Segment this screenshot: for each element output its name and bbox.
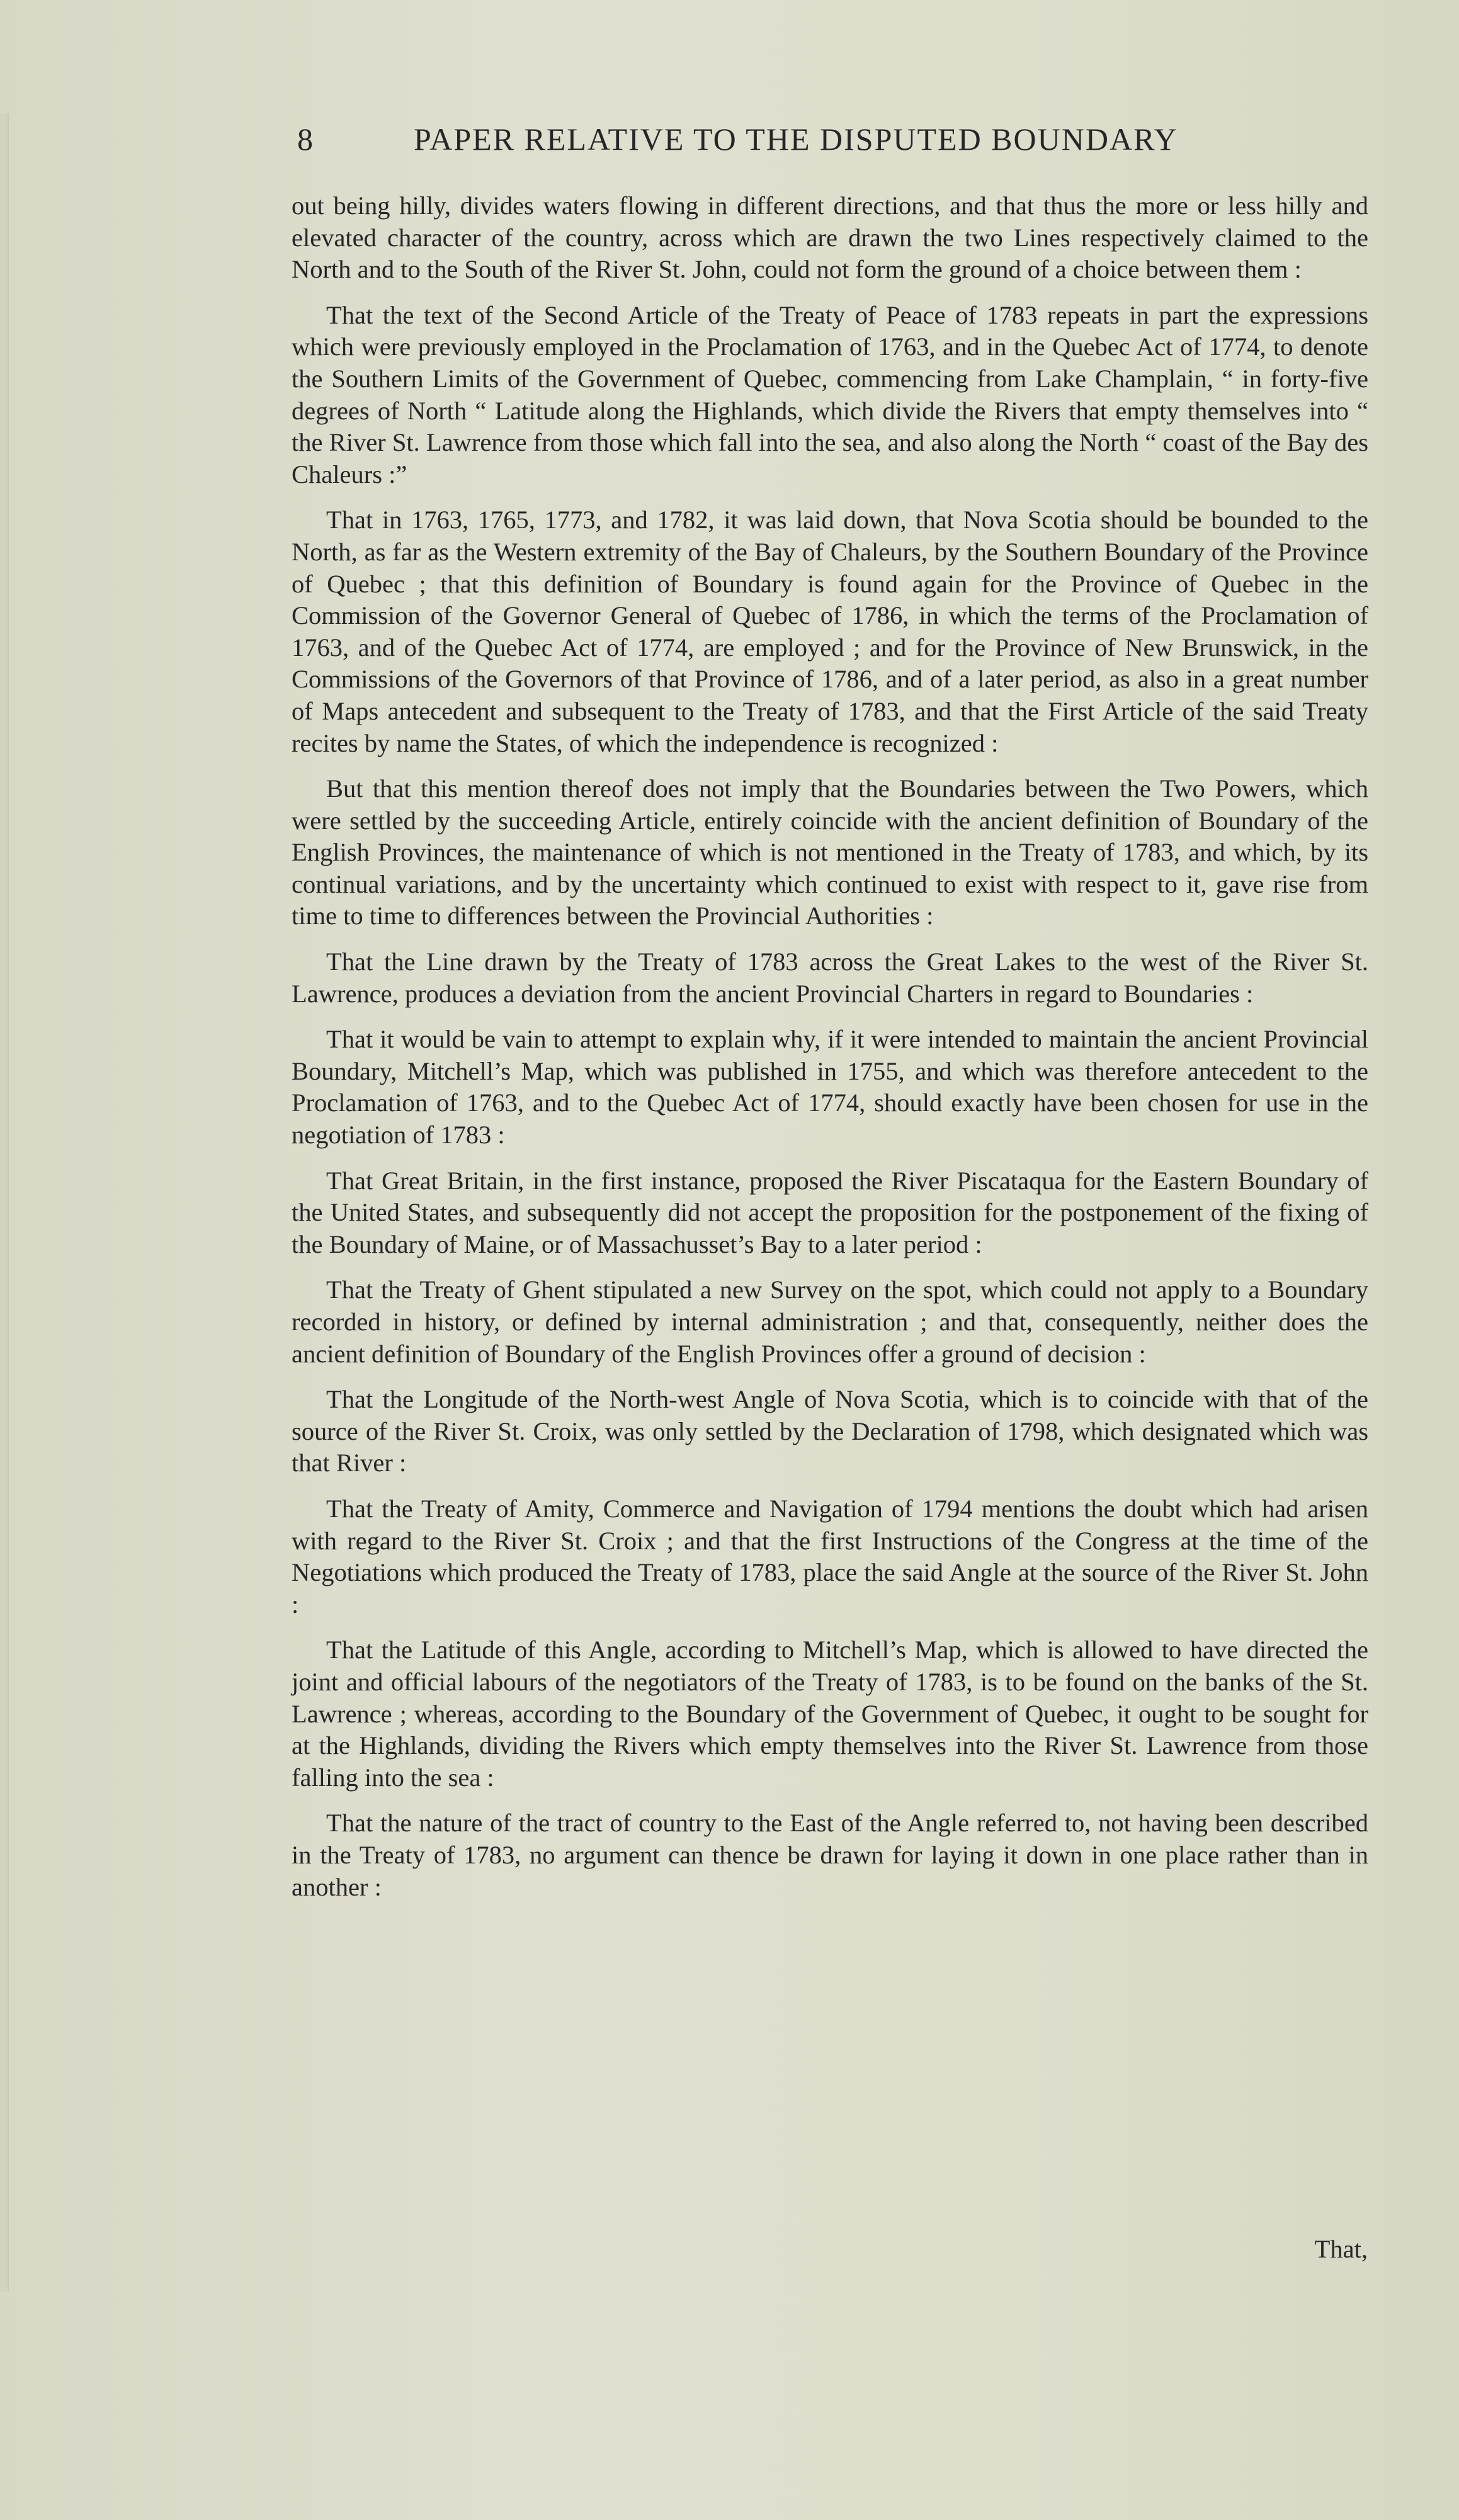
paragraph: That the Longitude of the North-west Angle of Nova Scotia, which is to coincide with that of the source of the River St. Croix, was only settled by the Declaration of 1798, which designated which was that River : (292, 1385, 1368, 1478)
body-text (292, 190, 1368, 1917)
paragraph: That it would be vain to attempt to explain why, if it were intended to maintain the ancient Provincial Boundary, Mitchell’s Map, which was published in 1755, and which was therefore antecedent to the Proclamation of 1763, and to the Quebec Act of 1774, should exactly have been chosen for use in the negotiation of 1783 : (292, 1025, 1368, 1150)
paragraph: That the Treaty of Amity, Commerce and Navigation of 1794 mentions the doubt which had arisen with regard to the River St. Croix ; and that the first Instructions of the Congress at the time of the Negotiations which produced the Treaty of 1783, place the said Angle at the source of the River St. John : (292, 1494, 1368, 1619)
paragraph: That Great Britain, in the first instance, proposed the River Piscataqua for the Eastern Boundary of the United States, and subsequently did not accept the proposition for the postponement of the fixing of the Boundary of Maine, or of Massachusset’s Bay to a later period : (292, 1166, 1368, 1258)
paragraph: That the nature of the tract of country to the East of the Angle referred to, not having been described in the Treaty of 1783, no argument can thence be drawn for laying it down in one place rather than in another : (292, 1809, 1368, 1901)
page-fold (0, 113, 9, 2291)
running-title: PAPER RELATIVE TO THE DISPUTED BOUNDARY (414, 121, 1178, 157)
paragraph: But that this mention thereof does not imply that the Boundaries between the Two Powers, which were settled by the succeeding Article, entirely coincide with the ancient definition of Boundary of the English Provinces, the maintenance of which is not mentioned in the Treaty of 1783, and which, by its continual variations, and by the uncertainty which continued to exist with respect to it, gave rise from time to time to differences between the Provincial Authorities : (292, 774, 1368, 930)
paragraph: That the text of the Second Article of the Treaty of Peace of 1783 repeats in part the expressions which were previously employed in the Proclamation of 1763, and in the Quebec Act of 1774, to denote the Southern Limits of the Government of Quebec, commencing from Lake Champlain, “ in forty-five degrees of North “ Latitude along the Highlands, which divide the Rivers that empty themselves into “ the River St. Lawrence from those which fall into the sea, and also along the North “ coast of the Bay des Chaleurs :” (292, 300, 1368, 489)
running-header (297, 121, 1248, 165)
page-number: 8 (297, 121, 314, 157)
paragraph: That the Line drawn by the Treaty of 1783 across the Great Lakes to the west of the River St. Lawrence, produces a deviation from the ancient Provincial Charters in regard to Boundaries : (292, 947, 1368, 1008)
paragraph: out being hilly, divides waters flowing in different directions, and that thus the more or less hilly and elevated character of the country, across which are drawn the two Lines respectively claimed to the North and to the South of the River St. John, could not form the ground of a choice between them : (292, 191, 1368, 284)
paragraph: That in 1763, 1765, 1773, and 1782, it was laid down, that Nova Scotia should be bounded to the North, as far as the Western extremity of the Bay of Chaleurs, by the Southern Boundary of the Province of Quebec ; that this definition of Boundary is found again for the Province of Quebec in the Commission of the Governor General of Quebec of 1786, in which the terms of the Proclamation of 1763, and of the Quebec Act of 1774, are employed ; and for the Province of New Brunswick, in the Commissions of the Governors of that Province of 1786, and of a later period, as also in a great number of Maps antecedent and subsequent to the Treaty of 1783, and that the First Article of the said Treaty recites by name the States, of which the independence is recognized : (292, 506, 1368, 757)
catchword: That, (1314, 2235, 1368, 2263)
paragraph: That the Treaty of Ghent stipulated a new Survey on the spot, which could not apply to a Boundary recorded in history, or defined by internal administration ; and that, consequently, neither does the ancient definition of Boundary of the English Provinces offer a ground of decision : (292, 1275, 1368, 1368)
paragraph: That the Latitude of this Angle, according to Mitchell’s Map, which is allowed to have directed the joint and official labours of the negotiators of the Treaty of 1783, is to be found on the banks of the St. Lawrence ; whereas, according to the Boundary of the Government of Quebec, it ought to be sought for at the Highlands, dividing the Rivers which empty themselves into the River St. Lawrence from those falling into the sea : (292, 1636, 1368, 1792)
